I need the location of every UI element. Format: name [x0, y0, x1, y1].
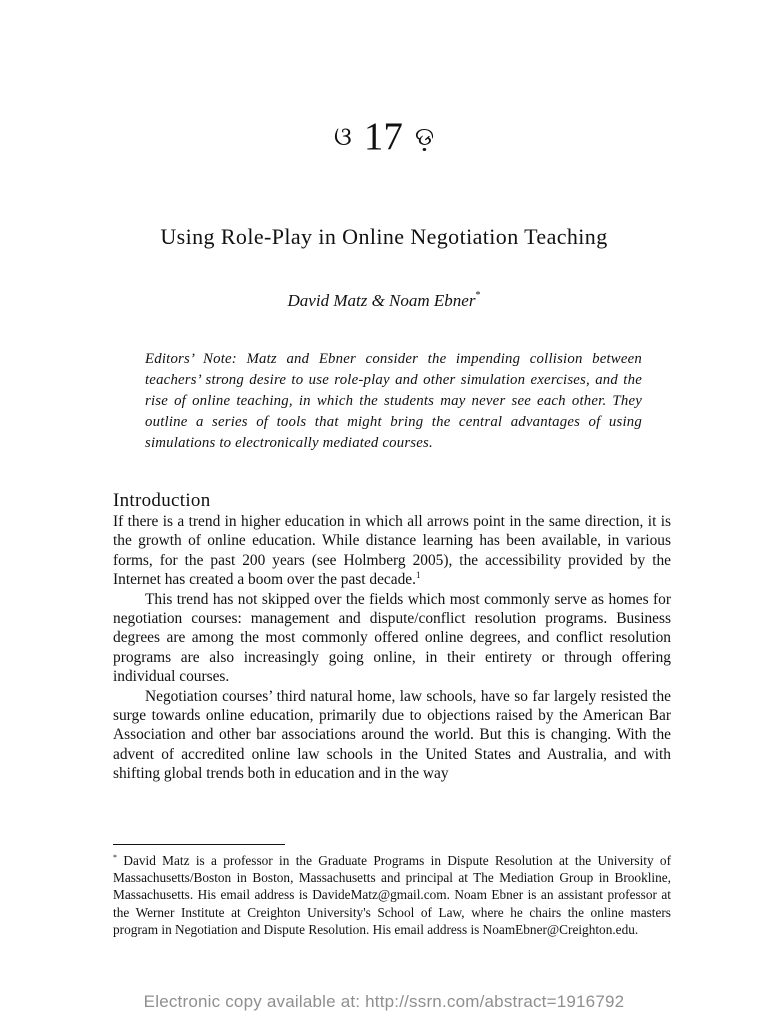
editors-note: Editors’ Note: Matz and Ebner consider the impending collision between teachers’ strong desire to use role-play and other simulation exercises, and the rise of online teaching, in which the students may never see each other. They outline a series of tools that might bring the central advantages of using simulations to electronically mediated courses.	[145, 351, 642, 451]
author-footnote-mark: *	[475, 290, 481, 301]
chapter-title: Using Role-Play in Online Negotiation Teaching	[160, 224, 608, 249]
body-text	[113, 512, 671, 784]
author-footnote	[113, 852, 671, 938]
section-heading: Introduction	[113, 490, 211, 511]
chapter-number: 17	[363, 115, 403, 158]
paragraph	[113, 687, 671, 784]
paragraph	[113, 590, 671, 687]
ssrn-watermark: Electronic copy available at: http://ssrn.com/abstract=1916792	[143, 992, 625, 1011]
chapter-heading	[0, 112, 768, 162]
paragraph	[113, 512, 671, 590]
footnote-reference: 1	[415, 570, 421, 581]
paragraph-text: If there is a trend in higher education in which all arrows point in the same direction, it is the growth of online education. While distance learning has been available, in various forms, for the past 200 years (see Holmberg 2005), the accessibility provided by the Internet has created a boom over the past decade.	[113, 513, 671, 589]
paragraph-text: Negotiation courses’ third natural home, law schools, have so far largely resisted the surge towards online education, primarily due to objections raised by the American Bar Association and other bar associations around the world. But this is changing. With the advent of accredited online law schools in the United States and Australia, and with shifting global trends both in education and in the way	[113, 687, 671, 783]
author-line	[0, 289, 768, 313]
paragraph-text: This trend has not skipped over the fields which most commonly serve as homes for negotiation courses: management and dispute/conflict resolution programs. Business degrees are among the most commonly offered online degrees, and conflict resolution programs are also increasingly going online, in their entirety or through offering individual courses.	[113, 590, 671, 686]
footnote-text: David Matz is a professor in the Graduate Programs in Dispute Resolution at the University of Massachusetts/Boston in Boston, Massachusetts and principal at The Mediation Group in Brookline, Massachusetts. His email address is DavideMatz@gmail.com. Noam Ebner is an assistant professor at the Werner Institute at Creighton University's School of Law, where he chairs the online masters program in Negotiation and Dispute Resolution. His email address is NoamEbner@Creighton.edu.	[113, 853, 672, 937]
right-ornament-icon: ଡ଼	[414, 122, 435, 151]
author-names: David Matz & Noam Ebner	[287, 291, 476, 310]
footnote-divider	[113, 844, 285, 845]
footnote-mark: *	[113, 853, 117, 862]
left-ornament-icon: ଓ	[333, 122, 352, 151]
